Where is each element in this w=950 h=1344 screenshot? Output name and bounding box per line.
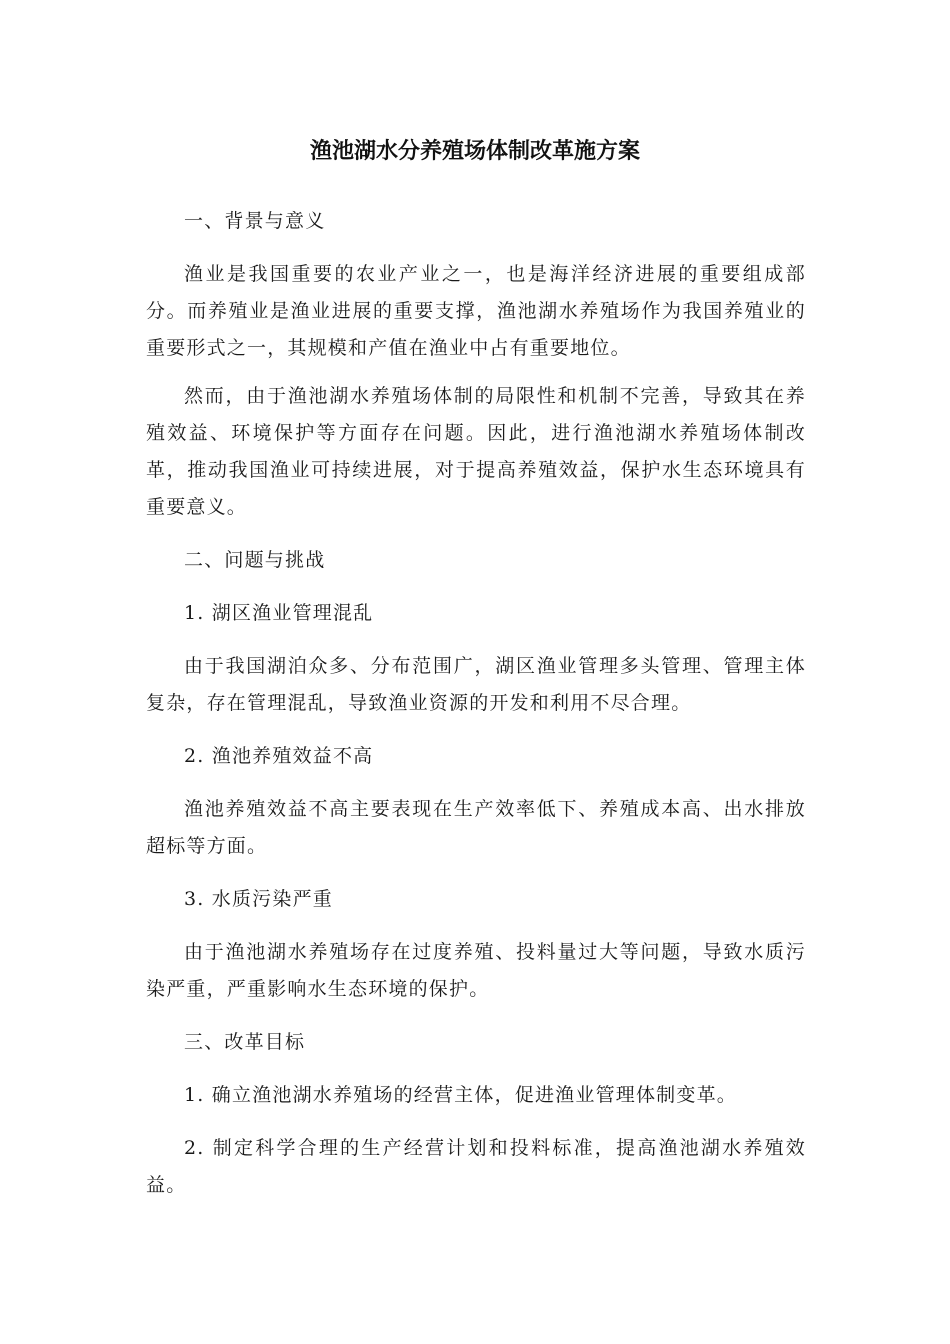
paragraph-background-2: 然而，由于渔池湖水养殖场体制的局限性和机制不完善，导致其在养殖效益、环境保护等方面存在问题。因此，进行渔池湖水养殖场体制改革，推动我国渔业可持续进展，对于提高养殖效益，保护水生态环境具有重要意义。 (146, 385, 806, 518)
section-heading-problems: 二、问题与挑战 (184, 549, 326, 571)
subheading-problem-2: 2. 渔池养殖效益不高 (184, 745, 374, 767)
section-heading-background: 一、背景与意义 (184, 210, 326, 232)
document-body (146, 203, 806, 1204)
goal-item-2: 2. 制定科学合理的生产经营计划和投料标准，提高渔池湖水养殖效益。 (146, 1137, 806, 1196)
document-title: 渔池湖水分养殖场体制改革施方案 (309, 139, 640, 164)
subheading-problem-3: 3. 水质污染严重 (184, 888, 333, 910)
paragraph-problem-1: 由于我国湖泊众多、分布范围广，湖区渔业管理多头管理、管理主体复杂，存在管理混乱，导致渔业资源的开发和利用不尽合理。 (146, 655, 806, 714)
subheading-problem-1: 1. 湖区渔业管理混乱 (184, 602, 374, 624)
paragraph-problem-3: 由于渔池湖水养殖场存在过度养殖、投料量过大等问题，导致水质污染严重，严重影响水生态环境的保护。 (146, 941, 806, 1000)
goal-item-1: 1. 确立渔池湖水养殖场的经营主体，促进渔业管理体制变革。 (184, 1084, 737, 1106)
paragraph-background-1: 渔业是我国重要的农业产业之一，也是海洋经济进展的重要组成部分。而养殖业是渔业进展的重要支撑，渔池湖水养殖场作为我国养殖业的重要形式之一，其规模和产值在渔业中占有重要地位。 (146, 263, 806, 359)
section-heading-goals: 三、改革目标 (184, 1031, 306, 1053)
paragraph-problem-2: 渔池养殖效益不高主要表现在生产效率低下、养殖成本高、出水排放超标等方面。 (146, 798, 806, 857)
